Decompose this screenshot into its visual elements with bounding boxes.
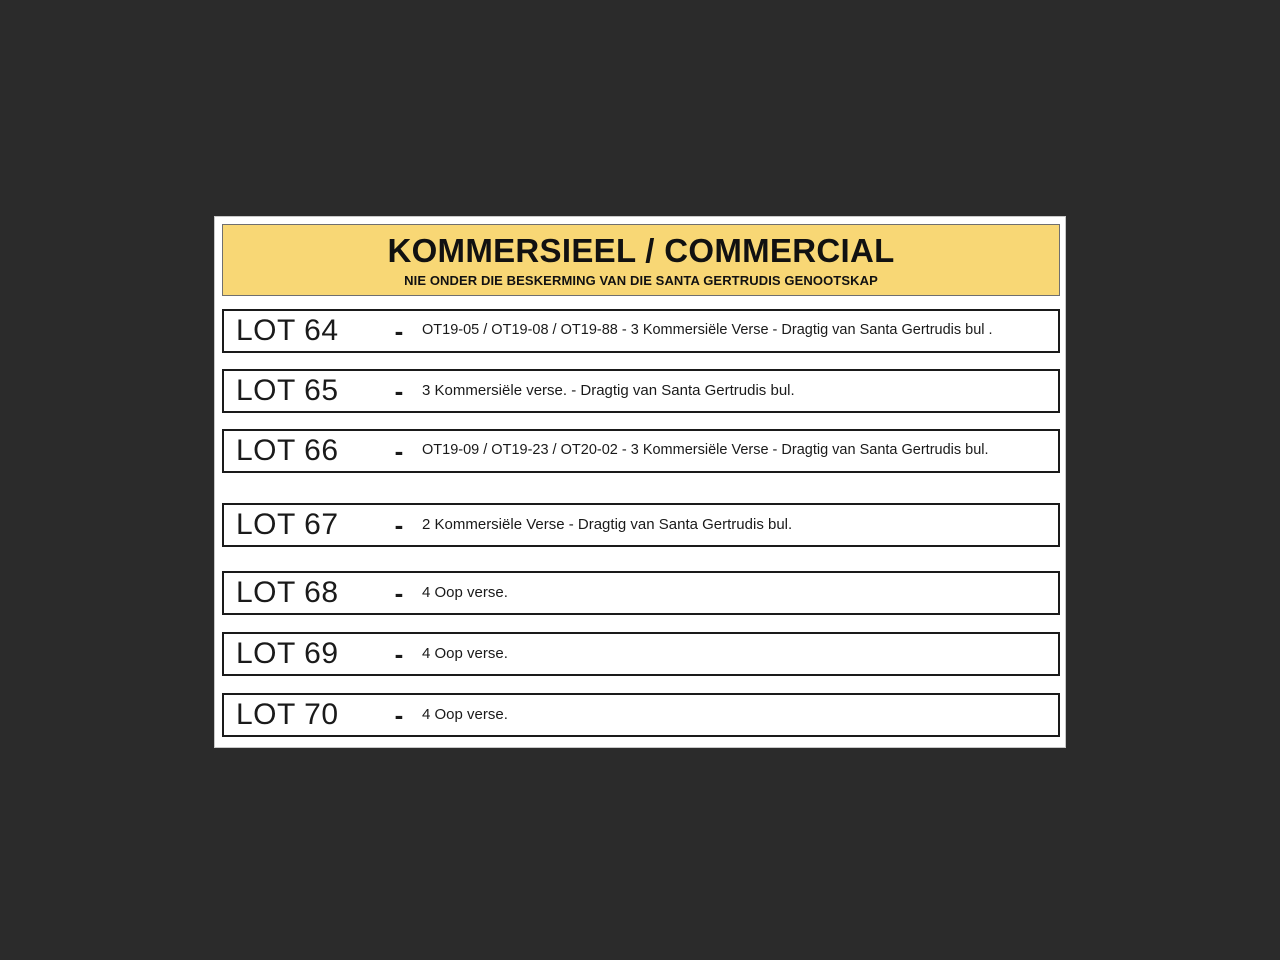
lot-number: LOT 67 [236, 508, 339, 541]
lot-description: 4 Oop verse. [422, 644, 508, 662]
lot-description: 4 Oop verse. [422, 705, 508, 723]
lot-number: LOT 69 [236, 637, 339, 670]
lot-dash: - [394, 700, 404, 730]
page-subtitle: NIE ONDER DIE BESKERMING VAN DIE SANTA GERTRUDIS GENOOTSKAP [404, 273, 878, 289]
lot-number: LOT 66 [236, 434, 339, 467]
lot-dash: - [394, 376, 404, 406]
page-title: KOMMERSIEEL / COMMERCIAL [387, 231, 895, 269]
lot-description: OT19-05 / OT19-08 / OT19-88 - 3 Kommersiële Verse - Dragtig van Santa Gertrudis bul . [422, 322, 993, 339]
table-row [222, 693, 1060, 737]
lot-number: LOT 64 [236, 314, 339, 347]
table-row [222, 369, 1060, 413]
lot-dash: - [394, 639, 404, 669]
lot-description: 2 Kommersiële Verse - Dragtig van Santa Gertrudis bul. [422, 515, 793, 533]
lot-description: OT19-09 / OT19-23 / OT20-02 - 3 Kommersiële Verse - Dragtig van Santa Gertrudis bul. [422, 442, 989, 459]
lot-dash: - [394, 510, 404, 540]
table-row [222, 632, 1060, 676]
lot-dash: - [394, 316, 404, 346]
lot-dash: - [394, 578, 404, 608]
lot-number: LOT 68 [236, 576, 339, 609]
lot-description: 3 Kommersiële verse. - Dragtig van Santa Gertrudis bul. [422, 381, 795, 399]
table-row [222, 571, 1060, 615]
lot-number: LOT 70 [236, 698, 339, 731]
lot-dash: - [394, 436, 404, 466]
lot-list-card [214, 216, 1066, 748]
table-row [222, 429, 1060, 473]
table-row [222, 309, 1060, 353]
lot-number: LOT 65 [236, 374, 339, 407]
table-row [222, 503, 1060, 547]
card-header [222, 224, 1060, 296]
lot-description: 4 Oop verse. [422, 583, 508, 601]
